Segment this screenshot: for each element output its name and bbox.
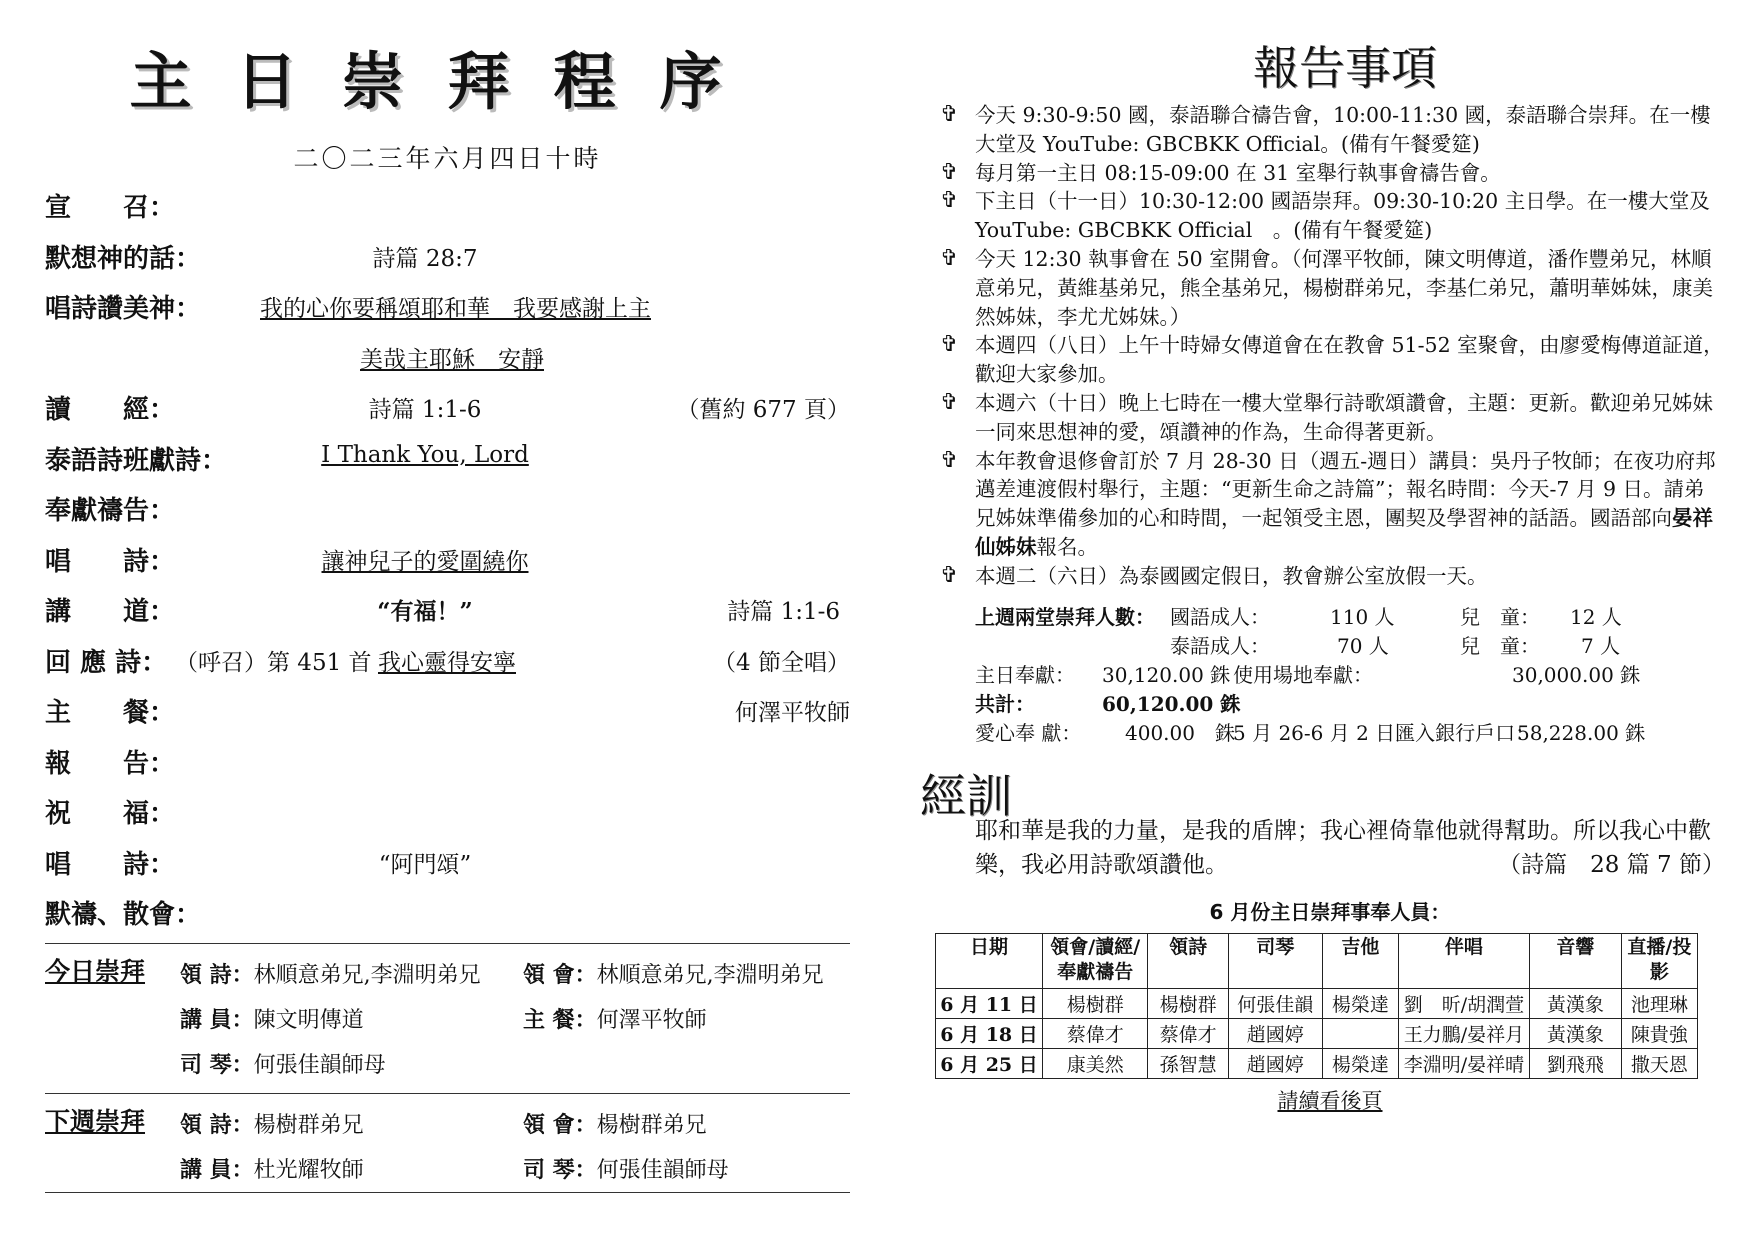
- order-item-label: 講 道：: [45, 597, 176, 627]
- mandarin-child-label: 兒 童：: [1460, 604, 1540, 629]
- roster-header: 日期: [936, 933, 1043, 988]
- order-item-label: 唱 詩：: [45, 546, 176, 577]
- order-item-note: 何澤平牧師: [735, 700, 850, 726]
- order-item: [45, 634, 850, 685]
- venue-offering-amount: 30,000.00 銖: [1512, 662, 1641, 687]
- order-item-content: 詩篇 28:7: [372, 245, 478, 272]
- verse-title: 經訓: [920, 768, 1012, 823]
- next-worship-staff: [45, 1093, 850, 1193]
- roster-cell: 孫智慧: [1148, 1048, 1228, 1078]
- announcement-item: [935, 331, 1725, 389]
- order-item-label: 宣 召：: [45, 193, 176, 223]
- announcement-item: [935, 389, 1725, 447]
- staff-person: 杜光耀牧師: [253, 1157, 364, 1183]
- thai-child-count: 7 人: [1581, 633, 1621, 658]
- announcement-list: [935, 101, 1725, 591]
- announcement-contact: 晏祥仙姊妹: [975, 506, 1713, 559]
- today-worship-title: 今日崇拜: [45, 956, 146, 986]
- roster-cell: 6 月 18 日: [936, 1018, 1043, 1048]
- attendance-label: 上週兩堂崇拜人數：: [975, 604, 1155, 629]
- announcements-column: [920, 35, 1725, 1115]
- order-item: [45, 179, 850, 230]
- roster-cell: 黃漢象: [1529, 988, 1621, 1018]
- staff-person: 林順意弟兄,李淵明弟兄: [253, 962, 481, 988]
- roster-header: 領會/讀經/奉獻禱告: [1043, 933, 1148, 988]
- order-item: [45, 280, 850, 331]
- roster-cell: 楊樹群: [1148, 988, 1228, 1018]
- roster-cell: 蔡偉才: [1043, 1018, 1148, 1048]
- announcement-item: [935, 101, 1725, 159]
- today-worship-staff: [45, 943, 850, 1087]
- order-item-label: 唱 詩：: [45, 849, 176, 880]
- staff-line: [45, 1098, 850, 1143]
- order-item: [45, 230, 850, 281]
- order-item-content: I Thank You, Lord: [321, 441, 529, 468]
- order-item-label: 報 告：: [45, 748, 176, 779]
- announcement-item: [935, 447, 1725, 562]
- announcement-item: [935, 245, 1725, 331]
- roster-header: 直播/投影: [1621, 933, 1697, 988]
- cross-icon: ✞: [940, 447, 959, 473]
- cross-icon: ✞: [940, 159, 959, 185]
- order-item-note: 詩篇 1:1-6: [727, 599, 840, 625]
- order-item-label: 泰語詩班獻詩：: [45, 445, 228, 476]
- order-item-label: 祝 福：: [45, 799, 176, 829]
- roster-cell: 6 月 25 日: [936, 1048, 1043, 1078]
- page-title: 主日崇拜程序: [129, 45, 766, 118]
- staff-role: 領 會：: [523, 1111, 597, 1138]
- order-item: [45, 331, 850, 382]
- verse-text: [935, 814, 1725, 882]
- order-item-label: 默想神的話：: [45, 243, 202, 274]
- order-list: [45, 179, 850, 937]
- order-item: [45, 533, 850, 584]
- announcement-text: 本週四（八日）上午十時婦女傳道會在在教會 51-52 室聚會，由廖愛梅傳道証道，歡迎大家參加。: [975, 333, 1724, 387]
- roster-cell: 蔡偉才: [1148, 1018, 1228, 1048]
- staff-role: 領 會：: [523, 961, 597, 988]
- roster-header: 領詩: [1148, 933, 1228, 988]
- roster-cell: 撒天恩: [1621, 1048, 1697, 1078]
- order-item: [45, 836, 850, 887]
- venue-offering-label: 使用場地奉獻：: [1233, 662, 1373, 687]
- roster-cell: 陳貴強: [1621, 1018, 1697, 1048]
- order-item: [45, 684, 850, 735]
- roster-row: [936, 1048, 1698, 1078]
- roster-row: [936, 988, 1698, 1018]
- order-item-label: 主 餐：: [45, 698, 176, 728]
- announcement-text: 今天 12:30 執事會在 50 室開會。（何澤平牧師，陳文明傳道，潘作豐弟兄，林順意弟兄，黃維基弟兄，熊全基弟兄，楊樹群弟兄，李基仁弟兄，蕭明華姊妹，康美然姊妹，李尤尤姊妹。）: [975, 246, 1713, 329]
- roster-cell: 李淵明/晏祥晴: [1398, 1048, 1529, 1078]
- staff-line: [45, 948, 850, 993]
- announcement-text: 本年教會退修會訂於 7 月 28-30 日（週五-週日）講員：吳丹子牧師；在夜功府邦邁差連渡假村舉行，主題：“更新生命之詩篇”；報名時間：今天-7 月 9 日。請弟兄姊妹準備參加的心和時間，一起領受主恩，團契及學習神的話語。國語部向: [975, 448, 1716, 531]
- order-item-note: （舊約 677 頁）: [676, 397, 850, 423]
- roster-cell: 趙國婷: [1228, 1048, 1322, 1078]
- staff-person: 楊樹群弟兄: [253, 1112, 364, 1138]
- roster-cell: 王力鵬/晏祥月: [1398, 1018, 1529, 1048]
- staff-role: 領 詩：: [180, 1111, 254, 1138]
- order-item: [45, 785, 850, 836]
- order-item-label: 默禱、散會：: [45, 900, 202, 930]
- thai-child-label: 兒 童：: [1460, 633, 1540, 658]
- mandarin-adult-label: 國語成人：: [1170, 604, 1270, 629]
- order-item-note: （4 節全唱）: [713, 649, 850, 676]
- order-item-label: 奉獻禱告：: [45, 496, 176, 526]
- roster-cell: [1322, 1018, 1398, 1048]
- announcement-text: 下主日（十一日）10:30-12:00 國語崇拜。09:30-10:20 主日學。在一樓大堂及 YouTube: GBCBKK Official 。(備有午餐愛筵): [975, 189, 1710, 243]
- thai-adult-label: 泰語成人：: [1170, 633, 1270, 658]
- order-item-content: “阿門頌”: [378, 851, 472, 878]
- staff-role: 司 琴：: [180, 1051, 254, 1078]
- love-offering-label: 愛心奉 獻：: [975, 720, 1082, 745]
- roster-table: [935, 933, 1698, 1079]
- announcement-text: 本週二（六日）為泰國國定假日，教會辦公室放假一天。: [975, 563, 1488, 588]
- order-item: [45, 735, 850, 786]
- order-item-content: 我的心你要稱頌耶和華 我要感謝上主: [260, 296, 651, 322]
- staff-line: [45, 993, 850, 1038]
- staff-person: 何張佳韻師母: [253, 1052, 386, 1078]
- order-item: [45, 482, 850, 533]
- total-amount: 60,120.00 銖: [1102, 691, 1241, 716]
- report-title: 報告事項: [1253, 41, 1437, 95]
- order-item-content: “有福！”: [377, 598, 473, 625]
- announcement-text: 今天 9:30-9:50 國，泰語聯合禱告會，10:00-11:30 國，泰語聯合崇拜。在一樓大堂及 YouTube: GBCBKK Official。(備有午餐愛筵): [975, 103, 1711, 156]
- attendance-offering-stats: [935, 599, 1725, 744]
- cross-icon: ✞: [940, 102, 959, 127]
- order-item: [45, 886, 850, 937]
- love-offering-amount: 400.00 銖: [1125, 720, 1235, 745]
- roster-cell: 6 月 11 日: [936, 988, 1043, 1018]
- staff-line: [45, 1143, 850, 1188]
- staff-person: 何張佳韻師母: [596, 1157, 729, 1183]
- cross-icon: ✞: [940, 332, 959, 358]
- order-item-label: 讀 經：: [45, 395, 176, 425]
- announcement-item: [935, 159, 1725, 188]
- verse-body: 耶和華是我的力量，是我的盾牌；我心裡倚靠他就得幫助。所以我心中歡樂，我必用詩歌頌讚他。: [975, 817, 1711, 878]
- roster-row: [936, 1018, 1698, 1048]
- announcement-text: 每月第一主日 08:15-09:00 在 31 室舉行執事會禱告會。: [975, 160, 1501, 185]
- roster-cell: 池理琳: [1621, 988, 1697, 1018]
- order-item-content: 我心靈得安寧: [378, 649, 516, 676]
- roster-cell: 趙國婷: [1228, 1018, 1322, 1048]
- staff-person: 楊樹群弟兄: [596, 1112, 707, 1138]
- order-item-content: 美哉主耶穌 安靜: [360, 346, 544, 373]
- staff-role: 司 琴：: [523, 1156, 597, 1183]
- announcement-text: 本週六（十日）晚上七時在一樓大堂舉行詩歌頌讚會，主題：更新。歡迎弟兄姊妹一同來思想神的愛，頌讚神的作為，生命得著更新。: [975, 390, 1713, 444]
- order-item-label: 唱詩讚美神：: [45, 294, 202, 324]
- next-worship-title: 下週崇拜: [45, 1106, 146, 1136]
- order-item-content: 讓神兒子的愛圍繞你: [321, 548, 529, 575]
- order-item: [45, 432, 850, 483]
- offering-label: 主日奉獻：: [975, 662, 1075, 687]
- cross-icon: ✞: [940, 389, 959, 415]
- roster-cell: 劉 昕/胡潤萱: [1398, 988, 1529, 1018]
- roster-cell: 劉飛飛: [1529, 1048, 1621, 1078]
- cross-icon: ✞: [940, 245, 959, 271]
- staff-line: [45, 1038, 850, 1083]
- roster-cell: 楊榮達: [1322, 1048, 1398, 1078]
- roster-cell: 楊樹群: [1043, 988, 1148, 1018]
- roster-header: 司琴: [1228, 933, 1322, 988]
- thai-adult-count: 70 人: [1337, 633, 1389, 658]
- roster-cell: 康美然: [1043, 1048, 1148, 1078]
- bank-transfer-amount: 58,228.00 銖: [1517, 720, 1646, 745]
- roster-cell: 黃漢象: [1529, 1018, 1621, 1048]
- bank-transfer-label: 5 月 26-6 月 2 日匯入銀行戶口：: [1233, 720, 1536, 745]
- roster-header: 伴唱: [1398, 933, 1529, 988]
- staff-role: 主 餐：: [523, 1006, 597, 1033]
- roster-cell: 何張佳韻: [1228, 988, 1322, 1018]
- staff-person: 何澤平牧師: [596, 1007, 707, 1033]
- verse-reference: （詩篇 28 篇 7 節）: [1498, 851, 1725, 878]
- order-item: [45, 583, 850, 634]
- staff-person: 陳文明傳道: [253, 1007, 364, 1033]
- roster-cell: 楊榮達: [1322, 988, 1398, 1018]
- cross-icon: ✞: [940, 188, 959, 214]
- staff-role: 講 員：: [180, 1006, 254, 1033]
- order-item-prefix: （呼召）第 451 首: [175, 649, 372, 676]
- offering-amount: 30,120.00 銖: [1102, 662, 1231, 687]
- mandarin-adult-count: 110 人: [1330, 604, 1395, 629]
- staff-person: 林順意弟兄,李淵明弟兄: [596, 962, 824, 988]
- worship-order-column: [45, 35, 850, 1193]
- service-date: 二〇二三年六月四日十時: [293, 144, 602, 173]
- staff-role: 領 詩：: [180, 961, 254, 988]
- total-label: 共計：: [975, 691, 1035, 716]
- roster-header: 音響: [1529, 933, 1621, 988]
- cross-icon: ✞: [940, 562, 959, 588]
- announcement-item: [935, 187, 1725, 245]
- announcement-tail: 報名。: [1036, 534, 1098, 559]
- roster-title: 6 月份主日崇拜事奉人員：: [1209, 899, 1451, 924]
- order-item: [45, 381, 850, 432]
- announcement-item: [935, 562, 1725, 591]
- order-item-label: 回 應 詩：: [45, 647, 168, 678]
- staff-role: 講 員：: [180, 1156, 254, 1183]
- mandarin-child-count: 12 人: [1570, 604, 1622, 629]
- order-item-content: 詩篇 1:1-6: [368, 397, 482, 423]
- continue-next-page: 請續看後頁: [1277, 1088, 1383, 1113]
- roster-header: 吉他: [1322, 933, 1398, 988]
